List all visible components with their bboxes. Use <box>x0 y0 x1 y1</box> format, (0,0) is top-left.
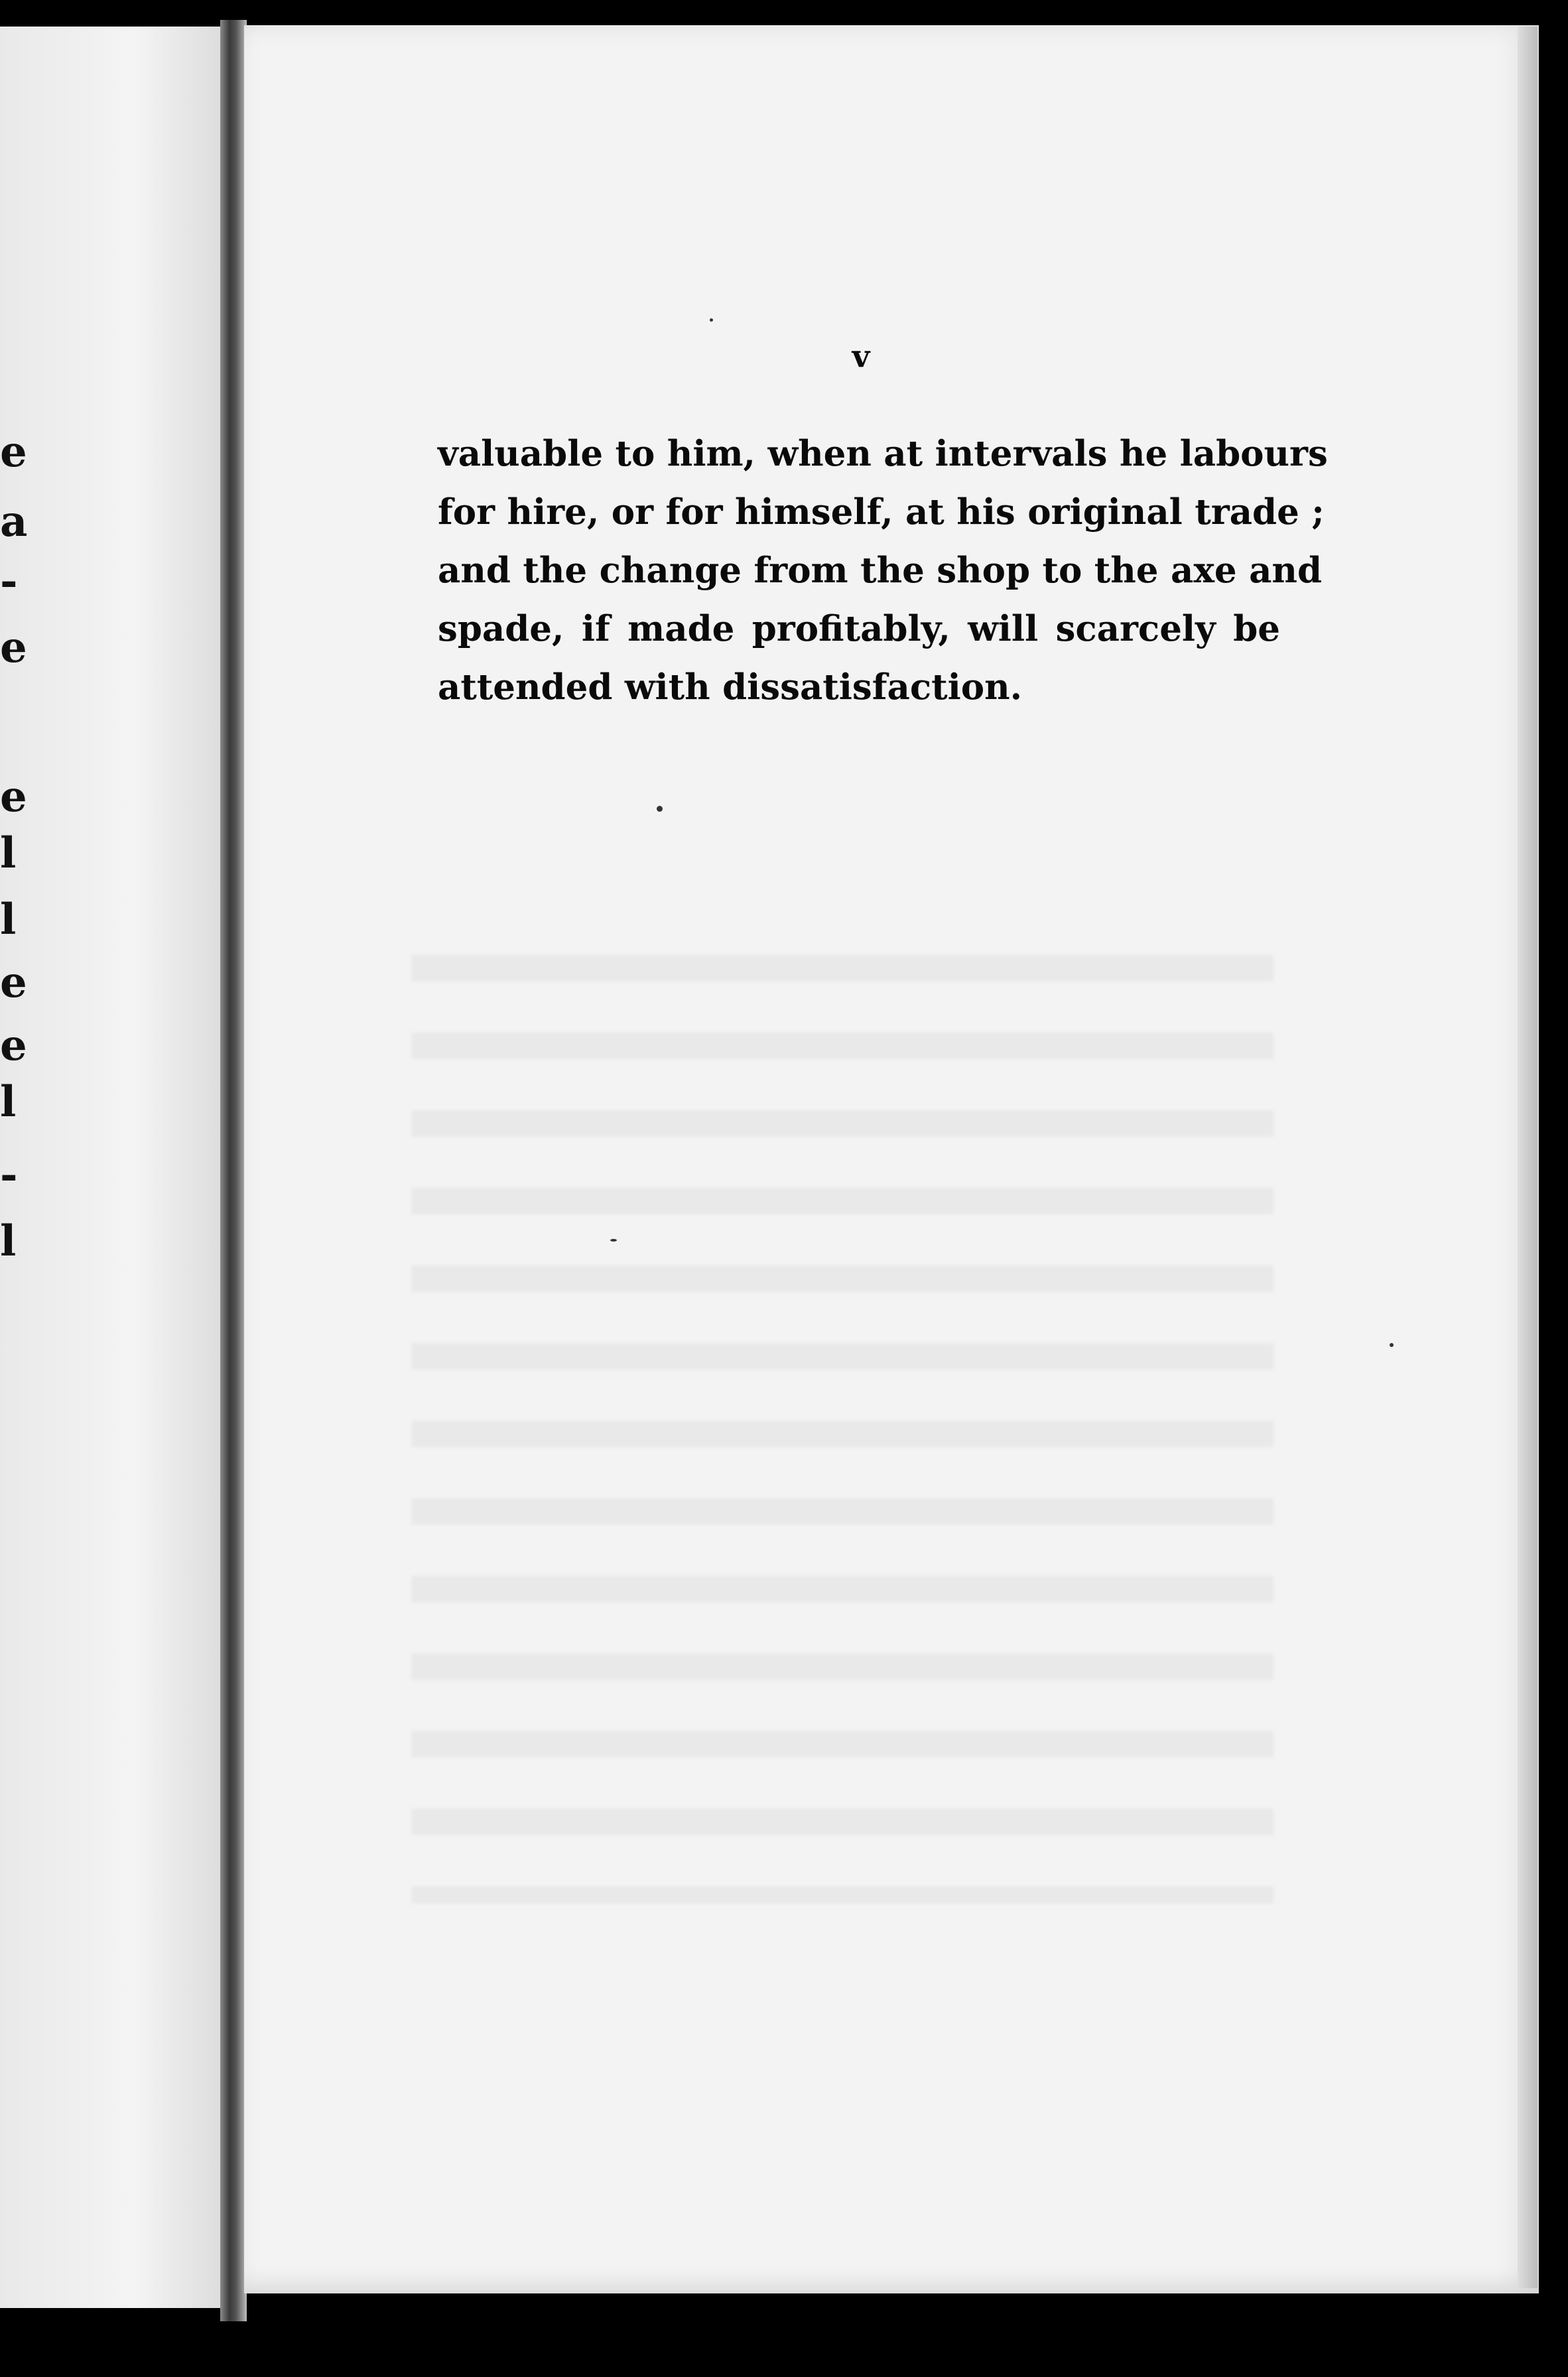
previous-page-letter: - <box>0 1150 18 1200</box>
paper-speck <box>710 318 713 322</box>
previous-page-edge <box>0 27 226 2308</box>
show-through-text <box>411 922 1274 1903</box>
previous-page-letter: l <box>0 1077 17 1127</box>
page-number: v <box>852 338 870 374</box>
paper-speck <box>610 1239 617 1242</box>
previous-page-letter: e <box>0 427 27 477</box>
text-line: spade, if made profitably, will scarcely be <box>438 608 1280 649</box>
text-line: and the change from the shop to the axe and <box>438 550 1323 591</box>
previous-page-letter: - <box>0 556 18 606</box>
previous-page-letter: l <box>0 895 17 944</box>
paper-speck <box>1390 1343 1394 1347</box>
paper-speck <box>657 806 663 812</box>
previous-page-letter: l <box>0 828 17 878</box>
previous-page-letter: e <box>0 772 27 822</box>
previous-page-letter: e <box>0 623 27 673</box>
book-gutter <box>220 20 247 2321</box>
previous-page-letter: l <box>0 1216 17 1266</box>
previous-page-letter: e <box>0 1021 27 1070</box>
previous-page-letter: e <box>0 958 27 1007</box>
text-line: valuable to him, when at intervals he labours <box>438 433 1328 474</box>
body-text <box>438 424 1328 716</box>
text-line: for hire, or for himself, at his original trade ; <box>438 491 1325 533</box>
page-edge-shadow <box>1518 27 1537 2288</box>
previous-page-letter: a <box>0 497 28 546</box>
text-line: attended with dissatisfaction. <box>438 667 1023 708</box>
